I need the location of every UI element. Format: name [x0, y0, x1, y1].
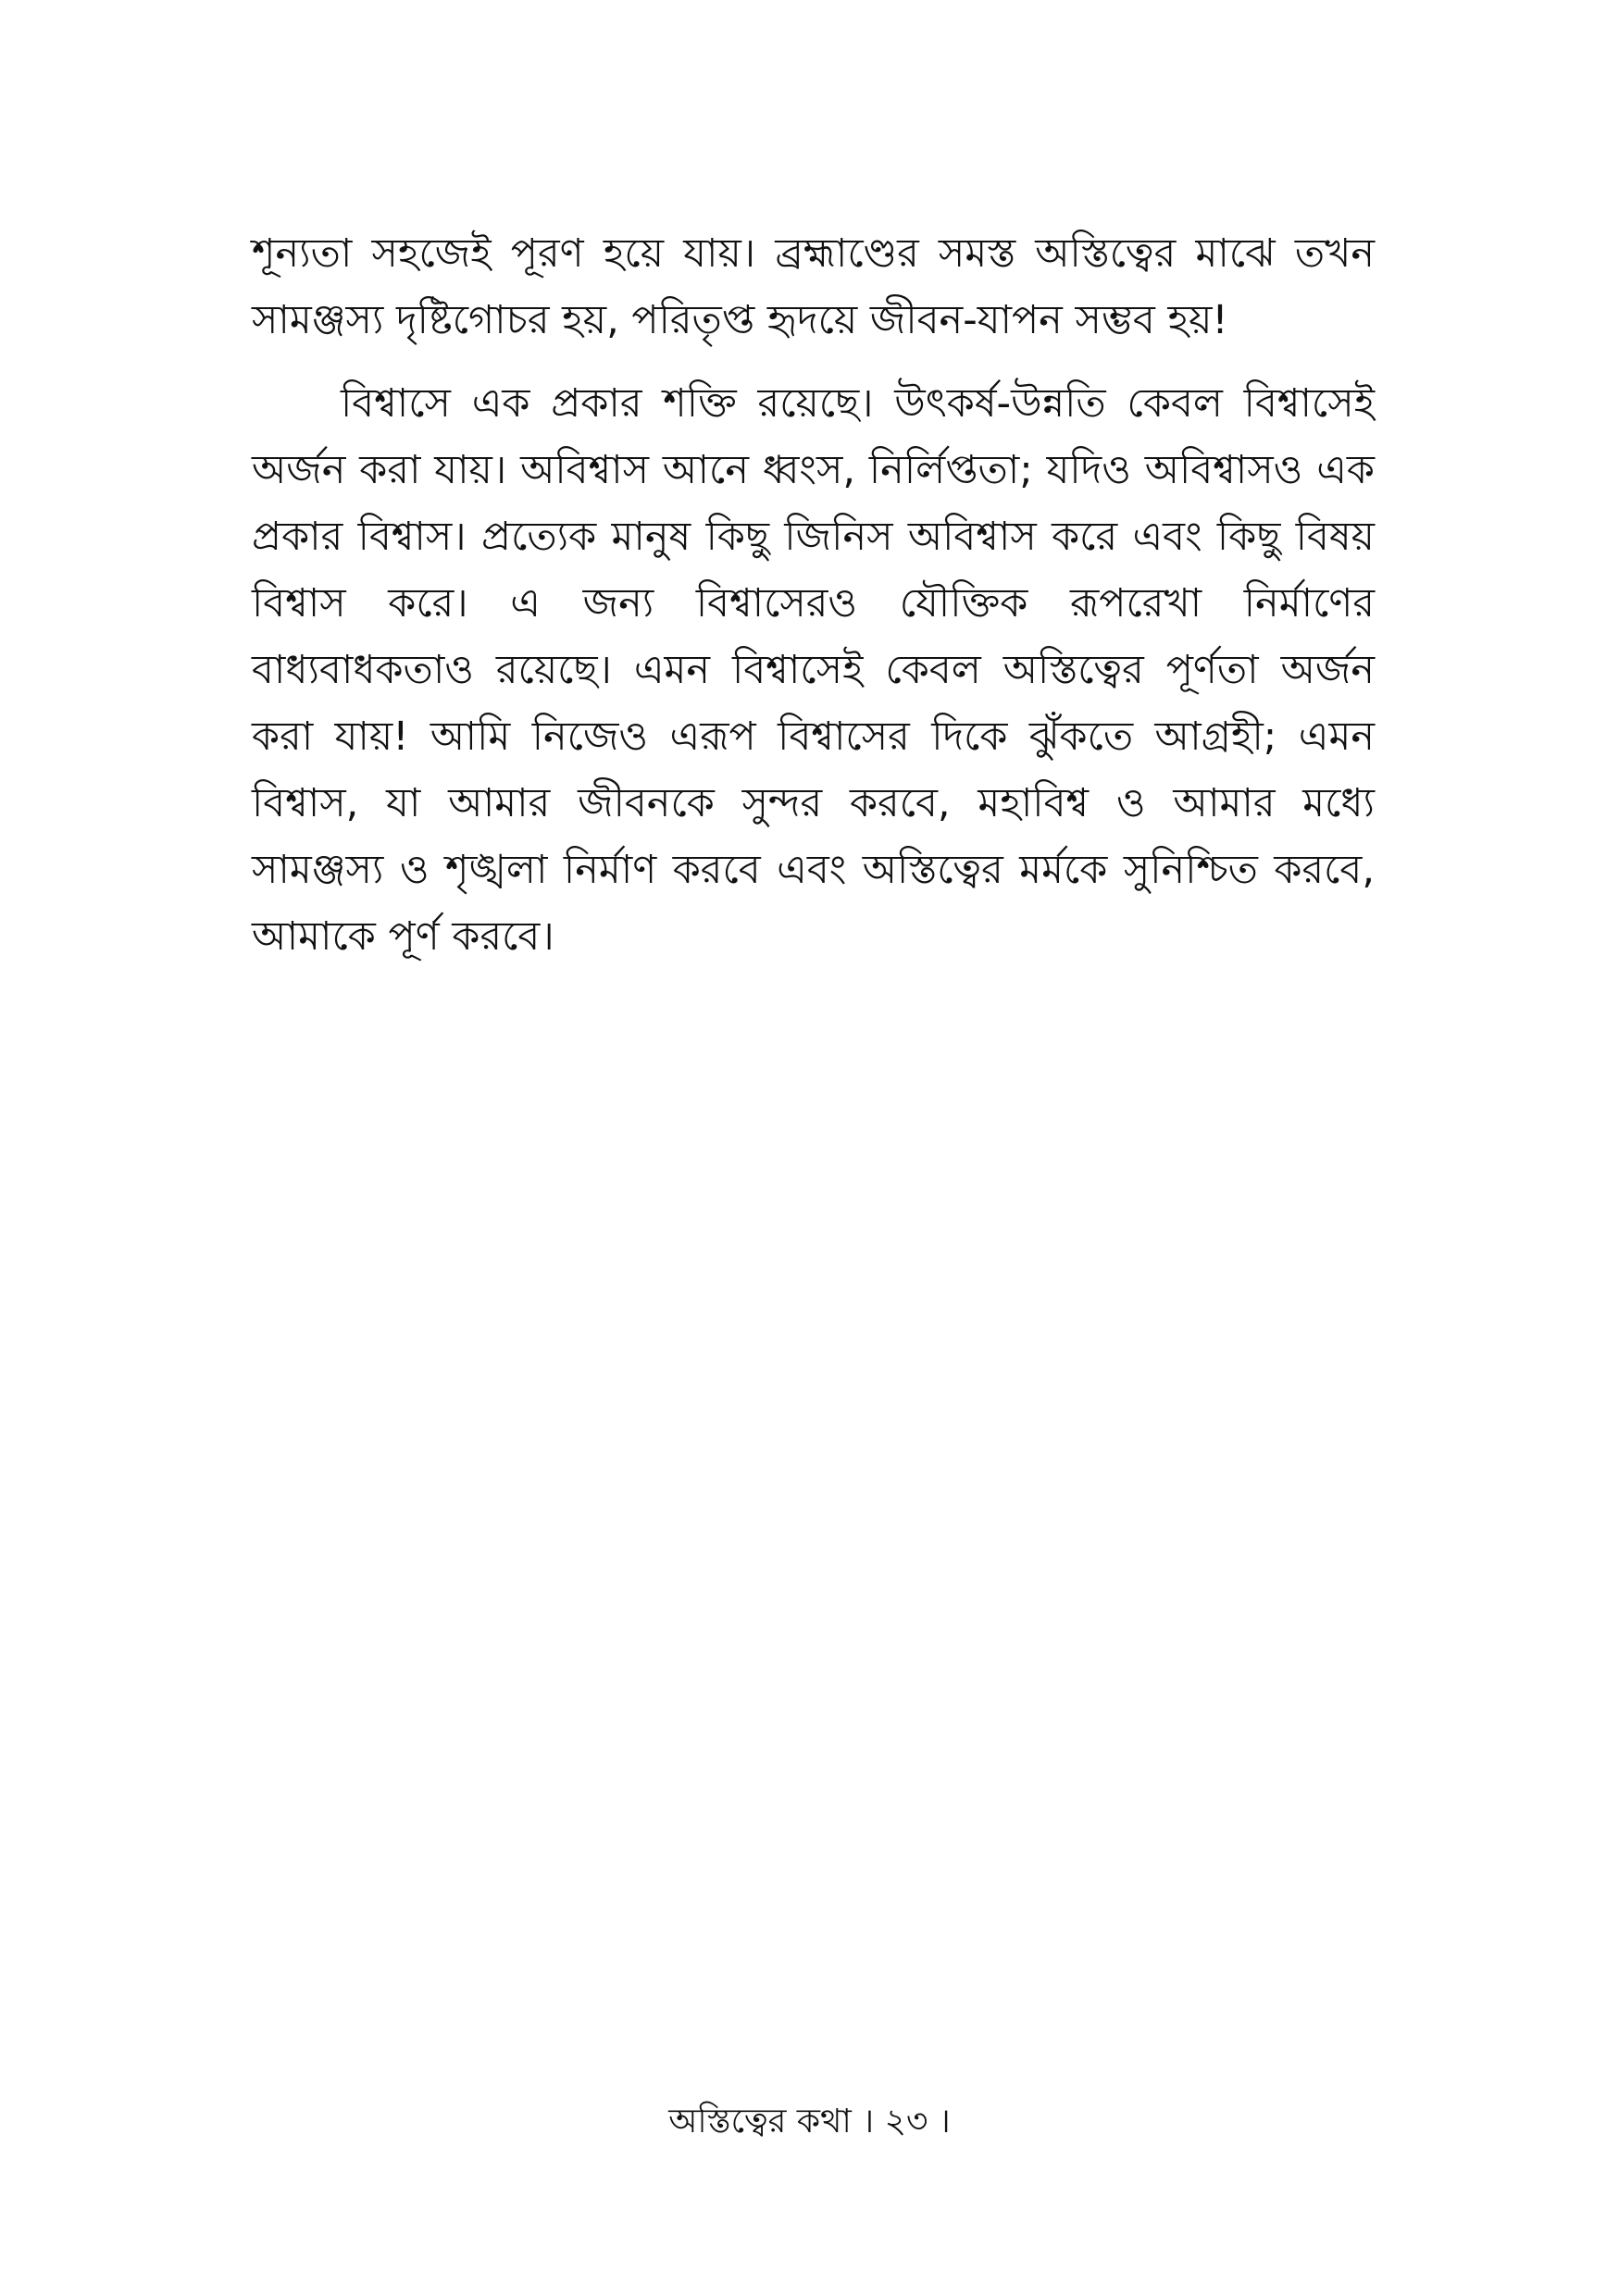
paragraph-continuation: শূন্যতা সহজেই পূরণ হয়ে যায়। ব্রহ্মাণ্ডের সমস্ত অস্তিত্বের মাঝে তখন সামঞ্জস্য দৃষ্টিগোচর হয়, পরিতৃপ্ত হৃদয়ে জীবন-যাপন সম্ভব হয়!: [252, 230, 1375, 343]
body-text: [252, 220, 1375, 970]
page-footer: অস্তিত্বের কথা । ২৩ ।: [668, 2103, 951, 2141]
paragraph-belief: বিশ্বাসে এক প্রকার শক্তি রয়েছে। উৎকর্ষ-উন্নতি কেবল বিশ্বাসেই অর্জন করা যায়। অবিশ্বাস আনে ধ্বংস, নির্লিপ্ততা; যদিও অবিশ্বাসও এক প্রকার বিশ্বাস। প্রত্যেক মানুষ কিছু জিনিস অবিশ্বাস করে এবং কিছু বিষয় বিশ্বাস করে। এ জন্য বিশ্বাসেরও যৌক্তিক রূপরেখা নির্মাণের বাধ্যবাধকতাও রয়েছে। এমন বিশ্বাসেই কেবল অস্তিত্বের পূর্ণতা অর্জন করা যায়! আমি নিজেও এরূপ বিশ্বাসের দিকে ঝুঁকতে আগ্রহী; এমন বিশ্বাস, যা আমার জীবনকে সুন্দর করবে, মহাবিশ্ব ও আমার মধ্যে সামঞ্জস্য ও শৃঙ্খলা নির্মাণ করবে এবং অস্তিত্বের মর্মকে সুনিশ্চিত করবে, আমাকে পূর্ণ করবে।: [252, 380, 1375, 960]
